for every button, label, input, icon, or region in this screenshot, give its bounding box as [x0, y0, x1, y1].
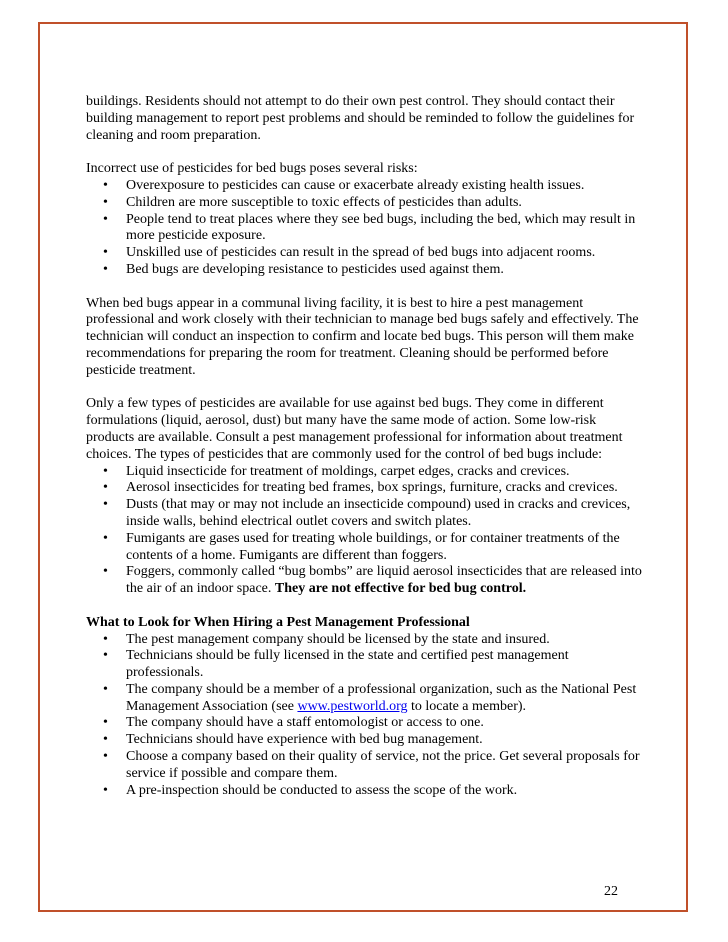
section-heading-hiring: What to Look for When Hiring a Pest Management Professional — [86, 614, 470, 630]
document-body — [86, 94, 646, 816]
foggers-warning: They are not effective for bed bug control. — [274, 581, 527, 597]
pestworld-link[interactable]: www.pestworld.org — [297, 698, 408, 714]
pesticides-intro: Only a few types of pesticides are available for use against bed bugs. They come in different formulations (liquid, aerosol, dust) but many have the same mode of action. Some low-risk products are available. Consult a pest management professional for information about treatment choices. The types of pesticides that are commonly used for the control of bed bugs include: — [86, 396, 623, 462]
list-item: • Children are more susceptible to toxic effects of pesticides than adults. — [86, 195, 646, 212]
npma-text-end: to locate a member). — [407, 698, 527, 714]
paragraph-communal-living: When bed bugs appear in a communal living facility, it is best to hire a pest management professional and work closely with their technician to manage bed bugs safely and effectively. The technician will conduct an inspection to confirm and locate bed bugs. This person will them make recommendations for preparing the room for treatment. Cleaning should be performed before pesticide treatment. — [86, 295, 639, 378]
list-item: • Aerosol insecticides for treating bed frames, box springs, furniture, cracks and crevices. — [86, 480, 646, 497]
list-item: • Liquid insecticide for treatment of moldings, carpet edges, cracks and crevices. — [86, 464, 646, 481]
list-item: • Fumigants are gases used for treating whole buildings, or for container treatments of the contents of a home. Fumigants are different than foggers. — [86, 531, 646, 565]
list-item: • Technicians should have experience with bed bug management. — [86, 732, 646, 749]
list-item: • A pre-inspection should be conducted to assess the scope of the work. — [86, 783, 646, 800]
list-item: • Unskilled use of pesticides can result in the spread of bed bugs into adjacent rooms. — [86, 245, 646, 262]
list-item: • Dusts (that may or may not include an insecticide compound) used in cracks and crevices, inside walls, behind electrical outlet covers and switch plates. — [86, 497, 646, 531]
risks-list — [86, 178, 646, 279]
page-number: 22 — [604, 884, 618, 899]
list-item: • Overexposure to pesticides can cause or exacerbate already existing health issues. — [86, 178, 646, 195]
list-item: • Technicians should be fully licensed in the state and certified pest management professionals. — [86, 648, 646, 682]
hiring-list — [86, 632, 646, 800]
list-item: • Bed bugs are developing resistance to pesticides used against them. — [86, 262, 646, 279]
pesticide-types-list — [86, 464, 646, 598]
list-item-foggers — [86, 564, 646, 598]
list-item-npma — [86, 682, 646, 716]
foggers-text: Foggers, commonly called “bug bombs” are liquid aerosol insecticides that are released into the air of an indoor space. — [126, 564, 642, 597]
risks-intro: Incorrect use of pesticides for bed bugs poses several risks: — [86, 161, 418, 177]
list-item: • Choose a company based on their quality of service, not the price. Get several proposals for service if possible and compare them. — [86, 749, 646, 783]
paragraph-residents: buildings. Residents should not attempt to do their own pest control. They should contact their building management to report pest problems and should be reminded to follow the guidelines for cleaning and room preparation. — [86, 94, 635, 143]
list-item: • The company should have a staff entomologist or access to one. — [86, 715, 646, 732]
list-item: • People tend to treat places where they see bed bugs, including the bed, which may result in more pesticide exposure. — [86, 212, 646, 246]
list-item: • The pest management company should be licensed by the state and insured. — [86, 632, 646, 649]
npma-text: The company should be a member of a professional organization, such as the National Pest Management Association (see — [126, 681, 637, 714]
